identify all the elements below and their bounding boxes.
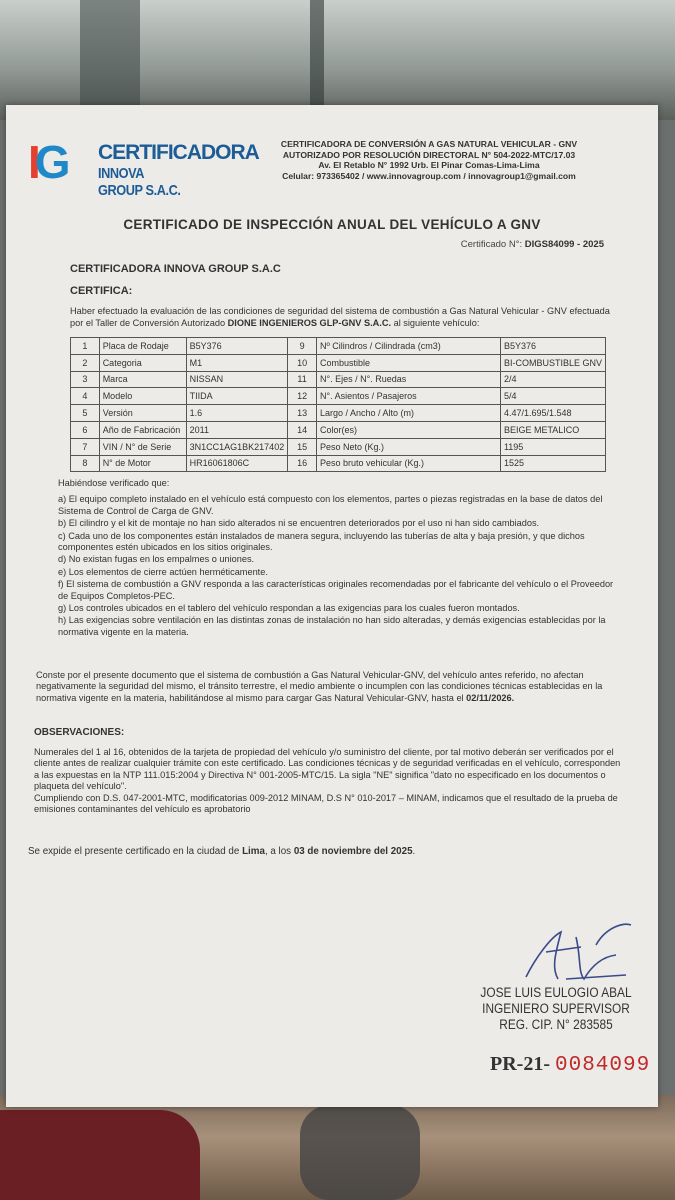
signer-role: INGENIERO SUPERVISOR [482, 1001, 630, 1016]
list-item: b) El cilindro y el kit de montaje no han sido alterados ni se encuentren deteriorados por el uso ni han sido cambiados. [58, 518, 540, 529]
list-item: g) Los controles ubicados en el tablero del vehículo respondan a las exigencias para los cuales fueron montados. [58, 603, 520, 614]
table-cell: 1195 [500, 438, 605, 455]
table-row [71, 438, 606, 455]
certifica-heading: CERTIFICA: [70, 285, 133, 297]
table-cell: VIN / N° de Serie [99, 438, 186, 455]
table-cell: 16 [288, 455, 317, 472]
observation-2: Cumpliendo con D.S. 047-2001-MTC, modificatorias 009-2012 MINAM, D.S N° 010-2017 – MINAM, indicamos que el resultado de la prueba de emisiones contaminantes del vehículo es aprobatorio [34, 792, 618, 815]
table-cell: 8 [71, 455, 100, 472]
table-cell: HR16061806C [186, 455, 288, 472]
table-cell: 15 [288, 438, 317, 455]
table-cell: BEIGE METALICO [500, 421, 605, 438]
table-cell: Versión [99, 405, 186, 422]
background-cloth [0, 1110, 200, 1200]
observaciones-heading: OBSERVACIONES: [34, 727, 125, 738]
table-cell: 1 [71, 338, 100, 355]
table-cell: 4 [71, 388, 100, 405]
logo-line2: INNOVA GROUP S.A.C. [98, 165, 181, 199]
table-cell: 1525 [500, 455, 605, 472]
signature-block [468, 985, 644, 1033]
table-cell: 7 [71, 438, 100, 455]
background-shoe [300, 1105, 420, 1200]
table-cell: 1.6 [186, 405, 288, 422]
certificate-document [6, 105, 658, 1107]
table-cell: M1 [186, 354, 288, 371]
table-cell: 13 [288, 405, 317, 422]
table-cell: Marca [99, 371, 186, 388]
letterhead-line2: AUTORIZADO POR RESOLUCIÓN DIRECTORAL N° 504-2022-MTC/17.03 [282, 149, 576, 160]
background-window-frame [80, 0, 140, 120]
table-row [71, 405, 606, 422]
table-cell: Largo / Ancho / Alto (m) [316, 405, 500, 422]
table-cell: 2011 [186, 421, 288, 438]
table-row [71, 388, 606, 405]
issue-statement: Se expide el presente certificado en la ciudad de Lima, a los 03 de noviembre del 2025. [28, 846, 416, 857]
table-cell: Combustible [316, 354, 500, 371]
table-cell: N°. Ejes / N°. Ruedas [316, 371, 500, 388]
table-cell: 3N1CC1AG1BK217402 [186, 438, 288, 455]
table-cell: B5Y376 [186, 338, 288, 355]
certificate-number: Certificado N°: DIGS84099 - 2025 [460, 239, 604, 250]
signer-registration: REG. CIP. N° 283585 [499, 1017, 613, 1032]
table-cell: Peso Neto (Kg.) [316, 438, 500, 455]
table-row [71, 371, 606, 388]
table-cell: Placa de Rodaje [99, 338, 186, 355]
table-cell: Peso bruto vehicular (Kg.) [316, 455, 500, 472]
signature-scribble [506, 917, 636, 987]
company-name: CERTIFICADORA INNOVA GROUP S.A.C [70, 263, 281, 275]
verification-list [58, 478, 618, 639]
table-cell: N° de Motor [99, 455, 186, 472]
table-cell: 2 [71, 354, 100, 371]
list-item: c) Cada uno de los componentes están instalados de manera segura, incluyendo las tuberías de alta y baja presión, y que dichos componentes estén ubicados en los sitios originales. [58, 530, 585, 553]
table-cell: Nº Cilindros / Cilindrada (cm3) [316, 338, 500, 355]
vehicle-table [70, 337, 606, 472]
logo-mark: IG [28, 136, 65, 188]
company-logo [28, 135, 259, 199]
table-cell: 9 [288, 338, 317, 355]
table-cell: 3 [71, 371, 100, 388]
table-row [71, 455, 606, 472]
table-cell: B5Y376 [500, 338, 605, 355]
signer-name: JOSE LUIS EULOGIO ABAL [480, 985, 632, 1000]
table-row [71, 338, 606, 355]
intro-paragraph: Haber efectuado la evaluación de las condiciones de seguridad del sistema de combustión a Gas Natural Vehicular - GNV efectuada por el Taller de Conversión Autorizado DIONE INGENIEROS GLP-GNV S.A.C. al siguiente vehículo: [70, 306, 610, 328]
table-cell: Categoria [99, 354, 186, 371]
table-cell: N°. Asientos / Pasajeros [316, 388, 500, 405]
background-window-frame [310, 0, 324, 120]
letterhead-line4: Celular: 973365402 / www.innovagroup.com / innovagroup1@gmail.com [282, 170, 576, 181]
table-cell: NISSAN [186, 371, 288, 388]
table-cell: 14 [288, 421, 317, 438]
letterhead-line1: CERTIFICADORA DE CONVERSIÓN A GAS NATURAL VEHICULAR - GNV [280, 139, 578, 149]
table-row [71, 354, 606, 371]
verified-intro: Habiéndose verificado que: [58, 478, 170, 488]
logo-line1: CERTIFICADORA [98, 141, 259, 164]
table-cell: 11 [288, 371, 317, 388]
table-cell: Modelo [99, 388, 186, 405]
table-cell: 5 [71, 405, 100, 422]
letterhead [264, 139, 594, 181]
table-cell: 6 [71, 421, 100, 438]
list-item: f) El sistema de combustión a GNV responda a las características originales recomendadas por el fabricante del vehículo o el Proveedor de Equipos Completos-PEC. [58, 579, 614, 601]
table-cell: 5/4 [500, 388, 605, 405]
letterhead-line3: Av. El Retablo N° 1992 Urb. El Pinar Comas-Lima-Lima [318, 160, 540, 170]
table-cell: BI-COMBUSTIBLE GNV [500, 354, 605, 371]
table-row [71, 421, 606, 438]
list-item: h) Las exigencias sobre ventilación en las distintas zonas de instalación no han sido alteradas, y demás exigencias establecidas por la normativa vigente en la materia. [58, 615, 606, 637]
document-title: CERTIFICADO DE INSPECCIÓN ANUAL DEL VEHÍCULO A GNV [123, 217, 541, 232]
table-cell: 4.47/1.695/1.548 [500, 405, 605, 422]
list-item: d) No existan fugas en los empalmes o uniones. [58, 554, 255, 565]
table-cell: 10 [288, 354, 317, 371]
table-cell: 2/4 [500, 371, 605, 388]
table-cell: 12 [288, 388, 317, 405]
conste-paragraph: Conste por el presente documento que el sistema de combustión a Gas Natural Vehicular-GNV, del vehículo antes referido, no afectan negativamente la seguridad del mismo, el tránsito terrestre, el medio ambiente o incumplen con las condiciones técnicas establecidas en la normativa vigente en la materia, habilitándose al mismo para cargar Gas Natural Vehicular-GNV, hasta el 02/11/2026. [36, 670, 603, 703]
table-cell: Año de Fabricación [99, 421, 186, 438]
list-item: e) Los elementos de cierre actúen herméticamente. [58, 566, 268, 577]
form-number: PR-21- 0084099 [490, 1053, 651, 1077]
table-cell: Color(es) [316, 421, 500, 438]
list-item: a) El equipo completo instalado en el vehículo está compuesto con los elementos, partes o piezas registradas en la base de datos del Sistema de Control de Carga de GNV. [58, 494, 603, 516]
observaciones-text [34, 747, 624, 815]
table-cell: TIIDA [186, 388, 288, 405]
observation-1: Numerales del 1 al 16, obtenidos de la tarjeta de propiedad del vehículo y/o suministro del cliente, por tal motivo deberán ser verificados por el cliente antes de realizar cualquier trámite con este certificado. Las condiciones técnicas y de seguridad verificadas en el vehículo, corresponden a las expuestas en la NTP 111.015:2004 y Directiva N° 001-2005-MTC/15. La sigla "NE" significa "dato no especificado en los documentos o plaqueta del vehículo". [34, 747, 621, 792]
